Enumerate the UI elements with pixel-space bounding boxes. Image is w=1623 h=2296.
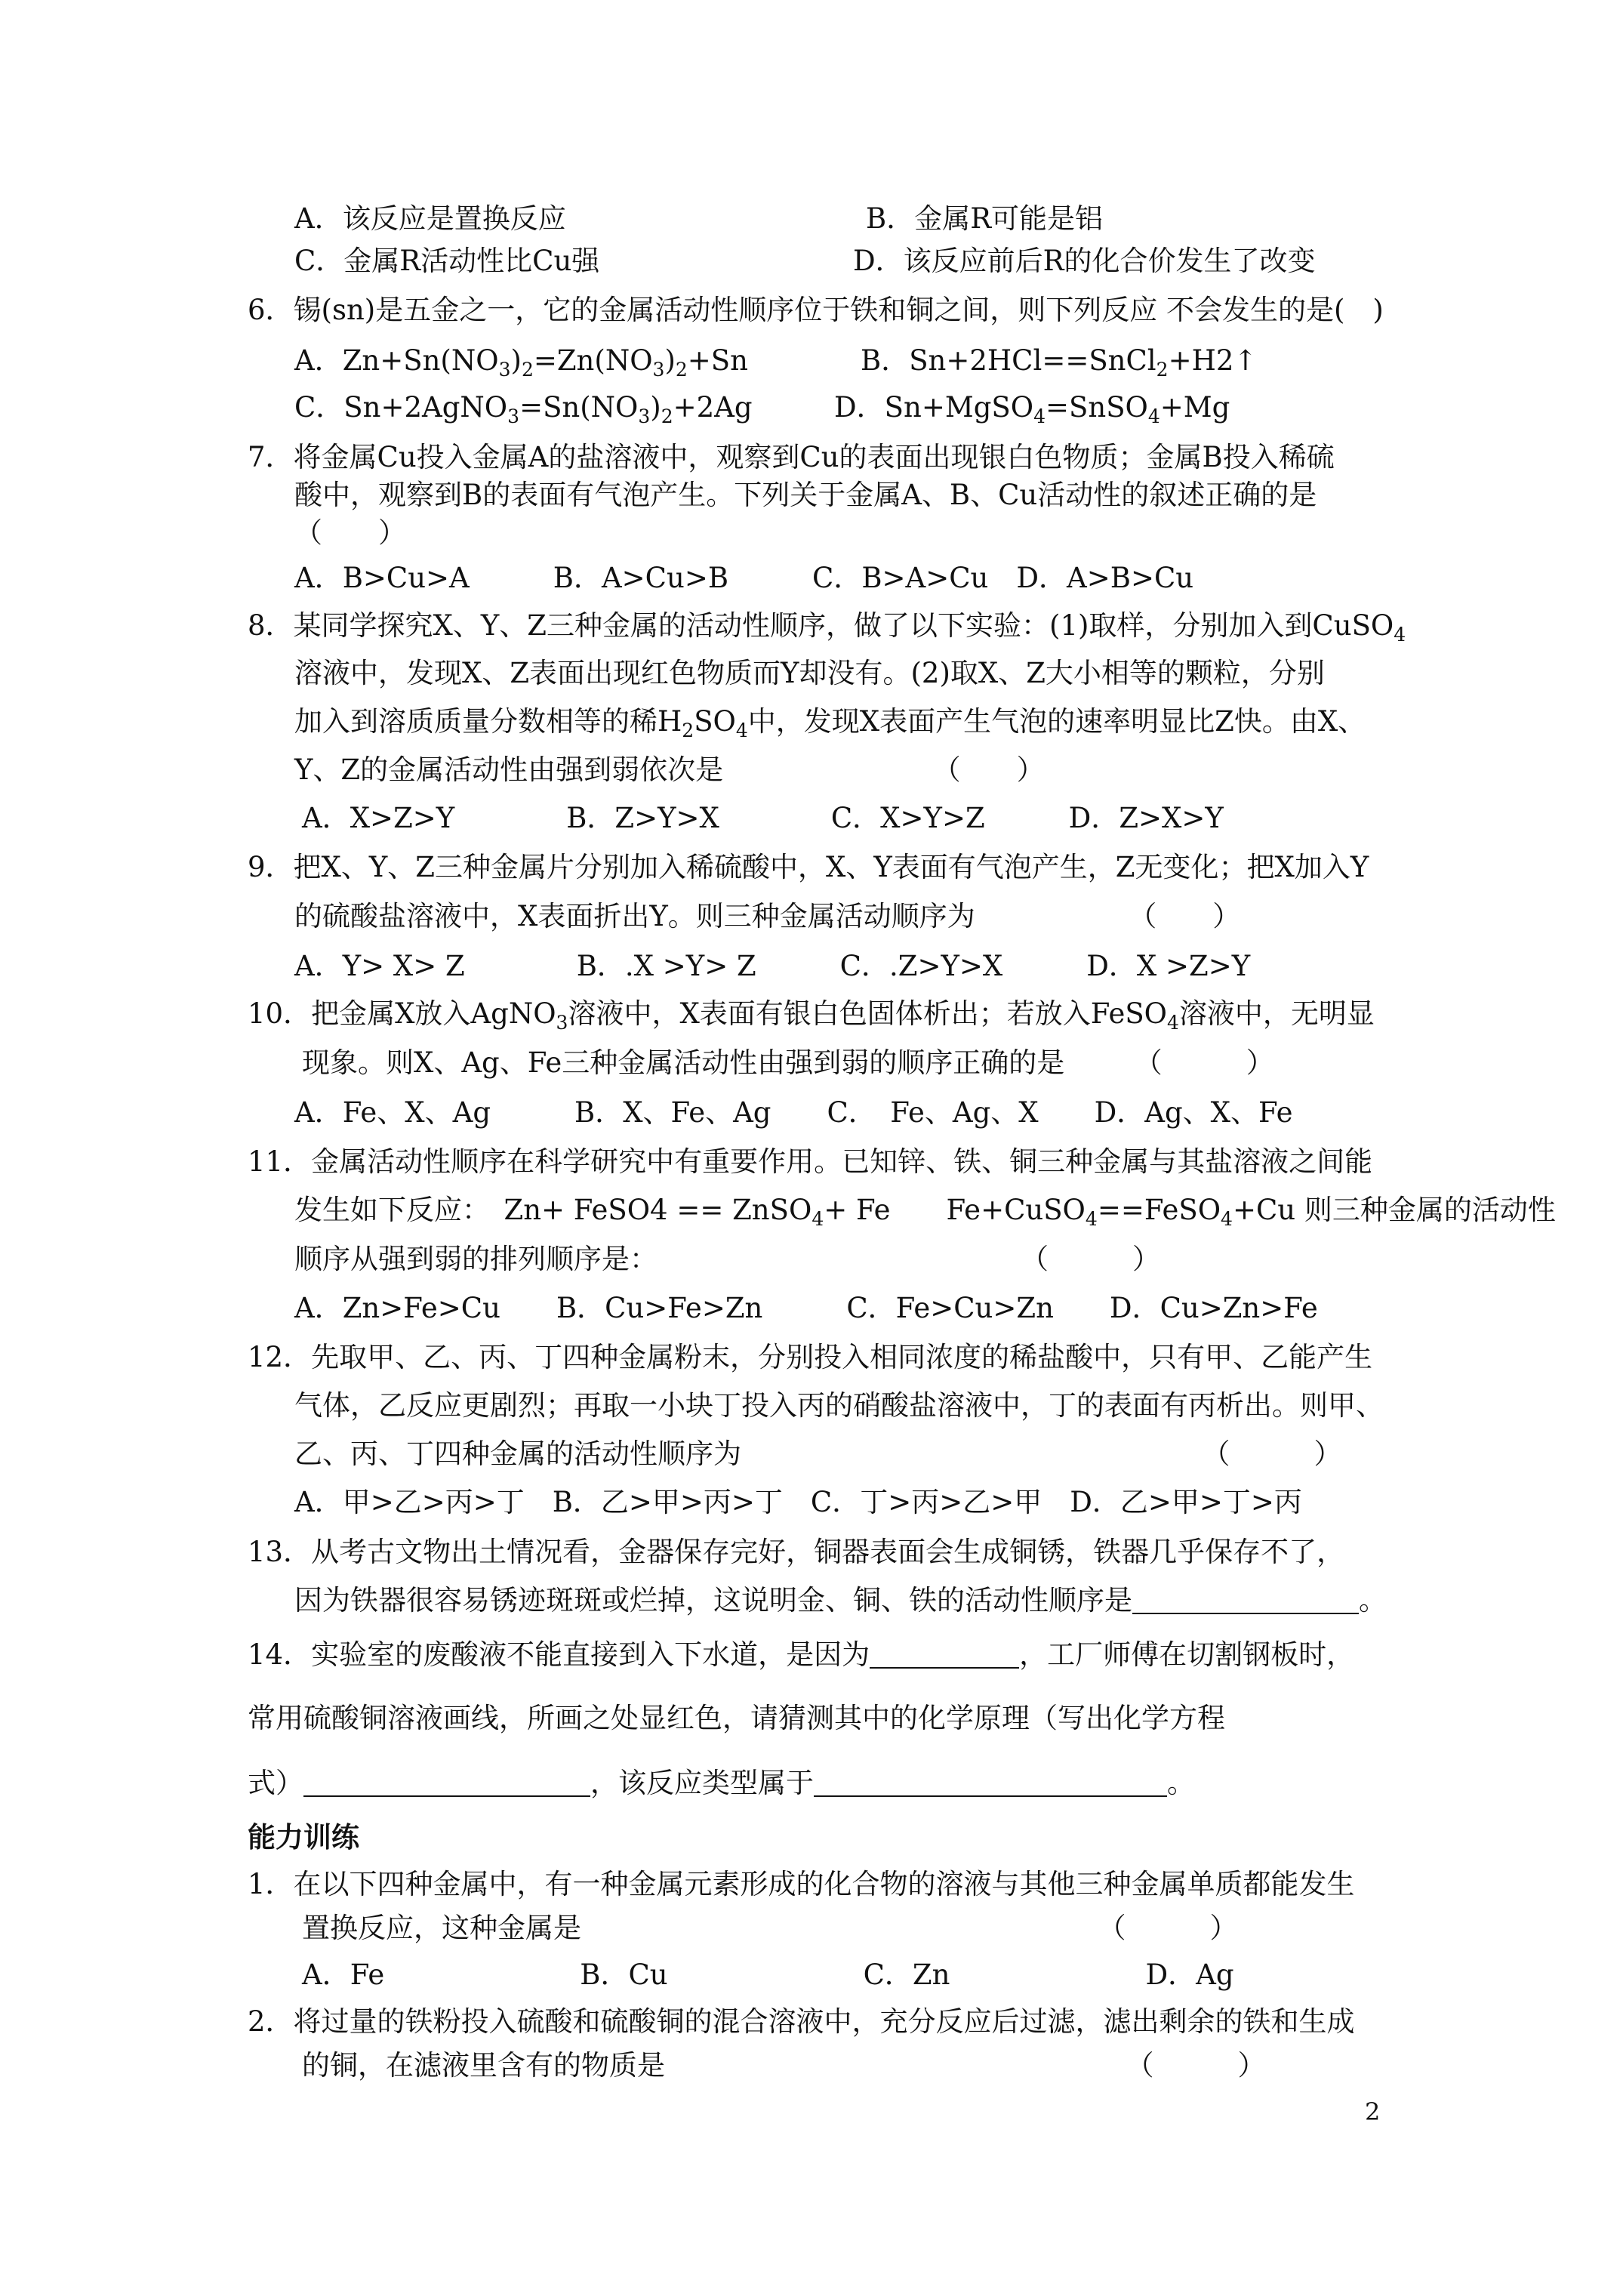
- q13-answer-blank[interactable]: [1132, 1583, 1359, 1614]
- q5-option-a: A．该反应是置换反应: [294, 202, 566, 235]
- ab1-line-2: 置换反应，这种金属是 （ ）: [302, 1912, 1238, 1944]
- q8-options: A．X>Z>Y B．Z>Y>X C．X>Y>Z D．Z>X>Y: [302, 802, 1224, 834]
- q8-line-2: 溶液中，发现X、Z表面出现红色物质而Y却没有。(2)取X、Z大小相等的颗粒，分别: [294, 657, 1325, 689]
- q8-line-3: 加入到溶质质量分数相等的稀$H_2SO_4$中，发现X表面产生气泡的速率明显比Z快。由X、: [294, 705, 1366, 741]
- ab1-line-1: 1．在以下四种金属中，有一种金属元素形成的化合物的溶液与其他三种金属单质都能发生: [248, 1868, 1355, 1900]
- q11-options: A．Zn>Fe>Cu B．Cu>Fe>Zn C．Fe>Cu>Zn D．Cu>Zn>Fe: [294, 1292, 1318, 1324]
- q11-line-3: 顺序从强到弱的排列顺序是： （ ）: [294, 1243, 1160, 1275]
- q5-option-b: B．金属R可能是铝: [866, 202, 1104, 235]
- q6-stem: 6．锡(sn)是五金之一，它的金属活动性顺序位于铁和铜之间，则下列反应 不会发生的是( ): [248, 294, 1384, 326]
- q7-options: A．B>Cu>A B．A>Cu>B C．B>A>Cu D．A>B>Cu: [294, 562, 1194, 594]
- q6-option-b: B．Sn+2HCl==SnCl$_2$+H2↑: [861, 344, 1258, 381]
- q7-line-2: 酸中，观察到B的表面有气泡产生。下列关于金属A、B、Cu活动性的叙述正确的是: [294, 479, 1317, 511]
- q11-line-1: 11．金属活动性顺序在科学研究中有重要作用。已知锌、铁、铜三种金属与其盐溶液之间能: [248, 1145, 1373, 1178]
- q7-line-1: 7．将金属Cu投入金属A的盐溶液中，观察到Cu的表面出现银白色物质；金属B投入稀硫: [248, 441, 1335, 473]
- q5-option-c: C．金属R活动性比Cu强: [294, 245, 600, 277]
- q14-line-3: 式） ，该反应类型属于 。: [248, 1767, 1195, 1799]
- q9-line-2: 的硫酸盐溶液中，X表面折出Y。则三种金属活动顺序为 （ ）: [294, 900, 1241, 932]
- q5-option-d: D．该反应前后R的化合价发生了改变: [853, 245, 1316, 277]
- q8-line-1: 8．某同学探究X、Y、Z三种金属的活动性顺序，做了以下实验：(1)取样，分别加入到CuSO$_4$: [248, 609, 1406, 646]
- q6-option-d: D．Sn+MgSO$_4$=SnSO$_4$+Mg: [834, 391, 1230, 427]
- q14-equation-blank[interactable]: [303, 1765, 590, 1797]
- q8-line-4: Y、Z的金属活动性由强到弱依次是 （ ）: [294, 754, 1045, 786]
- q12-line-2: 气体，乙反应更剧烈；再取一小块丁投入丙的硝酸盐溶液中，丁的表面有丙析出。则甲、: [294, 1389, 1384, 1422]
- section-heading: 能力训练: [248, 1821, 359, 1854]
- q12-line-3: 乙、丙、丁四种金属的活动性顺序为 （ ）: [294, 1438, 1342, 1470]
- q7-answer-bracket: （ ）: [294, 516, 406, 549]
- q12-options: A．甲>乙>丙>丁 B．乙>甲>丙>丁 C．丁>丙>乙>甲 D．乙>甲>丁>丙: [294, 1486, 1302, 1518]
- ab1-options: A．Fe B．Cu C．Zn D．Ag: [302, 1959, 1234, 1991]
- q14-reaction-type-blank[interactable]: [814, 1765, 1167, 1797]
- page-number: 2: [1365, 2097, 1381, 2126]
- ab2-line-2: 的铜，在滤液里含有的物质是 （ ）: [302, 2049, 1266, 2082]
- q9-line-1: 9．把X、Y、Z三种金属片分别加入稀硫酸中，X、Y表面有气泡产生，Z无变化；把X加入Y: [248, 851, 1369, 883]
- q10-line-2: 现象。则X、Ag、Fe三种金属活动性由强到弱的顺序正确的是 （ ）: [302, 1046, 1274, 1079]
- q9-options: A．Y> X> Z B．.X >Y> Z C．.Z>Y>X D．X >Z>Y: [294, 950, 1251, 982]
- q10-line-1: 10．把金属X放入AgNO$_3$溶液中，X表面有银白色固体析出；若放入FeSO$_4$溶液中，无明显: [248, 997, 1375, 1034]
- q10-options: A．Fe、X、Ag B．X、Fe、Ag C． Fe、Ag、X D．Ag、X、Fe: [294, 1096, 1293, 1129]
- q6-option-a: A．$Zn+Sn(NO_3)_2=Zn(NO_3)_2+Sn$: [294, 344, 748, 381]
- q12-line-1: 12．先取甲、乙、丙、丁四种金属粉末，分别投入相同浓度的稀盐酸中，只有甲、乙能产生: [248, 1341, 1373, 1373]
- ab2-line-1: 2．将过量的铁粉投入硫酸和硫酸铜的混合溶液中，充分反应后过滤，滤出剩余的铁和生成: [248, 2005, 1355, 2038]
- q14-line-2: 常用硫酸铜溶液画线，所画之处显红色，请猜测其中的化学原理（写出化学方程: [248, 1702, 1225, 1734]
- q14-blank-1[interactable]: [870, 1637, 1019, 1669]
- q13-line-2: 因为铁器很容易锈迹斑斑或烂掉，这说明金、铜、铁的活动性顺序是 。: [294, 1584, 1387, 1616]
- q14-line-1: 14．实验室的废酸液不能直接到入下水道，是因为 ，工厂师傅在切割钢板时，: [248, 1638, 1355, 1671]
- q11-line-2: 发生如下反应： Zn+ FeSO4 == ZnSO$_4$+ Fe Fe+CuSO$_4$==FeSO$_4$+Cu 则三种金属的活动性: [294, 1194, 1556, 1230]
- q6-option-c: C．$Sn+2AgNO_3=Sn(NO_3)_2+2Ag$: [294, 391, 753, 427]
- q13-line-1: 13．从考古文物出土情况看，金器保存完好，铜器表面会生成铜锈，铁器几乎保存不了，: [248, 1536, 1345, 1568]
